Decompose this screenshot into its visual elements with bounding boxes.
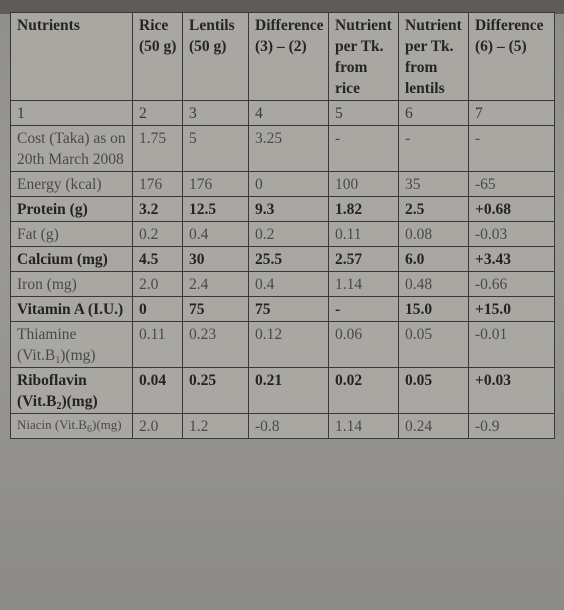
rice-value: 0.2	[133, 222, 183, 247]
column-index-row	[11, 101, 555, 126]
nutrient-name	[11, 368, 133, 414]
difference-2-value: +0.68	[469, 197, 555, 222]
difference-value: 3.25	[249, 126, 329, 172]
nutrient-name: Protein (g)	[11, 197, 133, 222]
per-tk-lentils-value: 0.24	[399, 414, 469, 439]
difference-2-value: -	[469, 126, 555, 172]
table-header-row	[11, 13, 555, 101]
rice-value: 4.5	[133, 247, 183, 272]
per-tk-lentils-value: 0.05	[399, 368, 469, 414]
nutrient-name: Energy (kcal)	[11, 172, 133, 197]
per-tk-lentils-value: -	[399, 126, 469, 172]
nutrient-name-subscript: 1	[55, 355, 61, 366]
table-row-iron	[11, 272, 555, 297]
index-cell: 2	[133, 101, 183, 126]
rice-value: 1.75	[133, 126, 183, 172]
difference-value: 0.12	[249, 322, 329, 368]
header-lentils: Lentils (50 g)	[183, 13, 249, 101]
index-cell: 5	[329, 101, 399, 126]
difference-value: -0.8	[249, 414, 329, 439]
lentils-value: 0.23	[183, 322, 249, 368]
lentils-value: 1.2	[183, 414, 249, 439]
nutrient-name: Fat (g)	[11, 222, 133, 247]
index-cell: 6	[399, 101, 469, 126]
header-difference: Difference (3) – (2)	[249, 13, 329, 101]
lentils-value: 0.4	[183, 222, 249, 247]
rice-value: 0.11	[133, 322, 183, 368]
nutrient-name: Cost (Taka) as on 20th March 2008	[11, 126, 133, 172]
table-row-thiamine	[11, 322, 555, 368]
nutrient-name-subscript: 6	[86, 424, 92, 435]
per-tk-rice-value: 0.11	[329, 222, 399, 247]
nutrient-name-subscript: 2	[56, 401, 62, 412]
table-row-energy	[11, 172, 555, 197]
lentils-value: 75	[183, 297, 249, 322]
rice-value: 2.0	[133, 272, 183, 297]
nutrient-name-prefix: Riboflavin (Vit.B	[17, 372, 87, 410]
per-tk-rice-value: 0.02	[329, 368, 399, 414]
table-row-fat	[11, 222, 555, 247]
nutrient-name: Iron (mg)	[11, 272, 133, 297]
lentils-value: 0.25	[183, 368, 249, 414]
difference-2-value: -0.01	[469, 322, 555, 368]
lentils-value: 12.5	[183, 197, 249, 222]
table-row-protein	[11, 197, 555, 222]
difference-2-value: -0.9	[469, 414, 555, 439]
lentils-value: 176	[183, 172, 249, 197]
nutrient-name	[11, 322, 133, 368]
per-tk-lentils-value: 0.05	[399, 322, 469, 368]
lentils-value: 30	[183, 247, 249, 272]
header-rice: Rice (50 g)	[133, 13, 183, 101]
difference-value: 0.21	[249, 368, 329, 414]
table-row-calcium	[11, 247, 555, 272]
per-tk-lentils-value: 2.5	[399, 197, 469, 222]
per-tk-rice-value: 1.14	[329, 414, 399, 439]
nutrient-name-prefix: Thiamine (Vit.B	[17, 326, 77, 364]
rice-value: 0	[133, 297, 183, 322]
difference-value: 0.2	[249, 222, 329, 247]
lentils-value: 5	[183, 126, 249, 172]
nutrient-comparison-table	[10, 12, 555, 439]
lentils-value: 2.4	[183, 272, 249, 297]
nutrient-name-suffix: )(mg)	[60, 347, 96, 364]
nutrient-name-suffix: )(mg)	[91, 417, 122, 432]
index-cell: 3	[183, 101, 249, 126]
table-row-cost	[11, 126, 555, 172]
table-row-riboflavin	[11, 368, 555, 414]
per-tk-rice-value: 2.57	[329, 247, 399, 272]
rice-value: 3.2	[133, 197, 183, 222]
per-tk-lentils-value: 6.0	[399, 247, 469, 272]
header-per-tk-rice: Nutrient per Tk. from rice	[329, 13, 399, 101]
per-tk-rice-value: 1.82	[329, 197, 399, 222]
per-tk-lentils-value: 35	[399, 172, 469, 197]
nutrient-name-suffix: )(mg)	[61, 393, 98, 410]
difference-2-value: +0.03	[469, 368, 555, 414]
header-difference-2: Difference (6) – (5)	[469, 13, 555, 101]
per-tk-lentils-value: 15.0	[399, 297, 469, 322]
difference-2-value: -0.66	[469, 272, 555, 297]
per-tk-lentils-value: 0.08	[399, 222, 469, 247]
difference-value: 9.3	[249, 197, 329, 222]
per-tk-rice-value: 0.06	[329, 322, 399, 368]
index-cell: 4	[249, 101, 329, 126]
nutrient-name: Vitamin A (I.U.)	[11, 297, 133, 322]
difference-value: 0	[249, 172, 329, 197]
rice-value: 2.0	[133, 414, 183, 439]
per-tk-rice-value: 100	[329, 172, 399, 197]
rice-value: 0.04	[133, 368, 183, 414]
index-cell: 7	[469, 101, 555, 126]
nutrient-name-prefix: Niacin (Vit.B	[17, 417, 87, 432]
difference-2-value: -0.03	[469, 222, 555, 247]
difference-2-value: +15.0	[469, 297, 555, 322]
index-cell: 1	[11, 101, 133, 126]
nutrient-name: Calcium (mg)	[11, 247, 133, 272]
difference-2-value: +3.43	[469, 247, 555, 272]
difference-2-value: -65	[469, 172, 555, 197]
difference-value: 0.4	[249, 272, 329, 297]
difference-value: 75	[249, 297, 329, 322]
table-row-vitamin-a	[11, 297, 555, 322]
difference-value: 25.5	[249, 247, 329, 272]
table-row-niacin	[11, 414, 555, 439]
per-tk-rice-value: -	[329, 297, 399, 322]
header-per-tk-lentils: Nutrient per Tk. from lentils	[399, 13, 469, 101]
per-tk-rice-value: -	[329, 126, 399, 172]
rice-value: 176	[133, 172, 183, 197]
per-tk-rice-value: 1.14	[329, 272, 399, 297]
per-tk-lentils-value: 0.48	[399, 272, 469, 297]
header-nutrients: Nutrients	[11, 13, 133, 101]
nutrient-name	[11, 414, 133, 439]
